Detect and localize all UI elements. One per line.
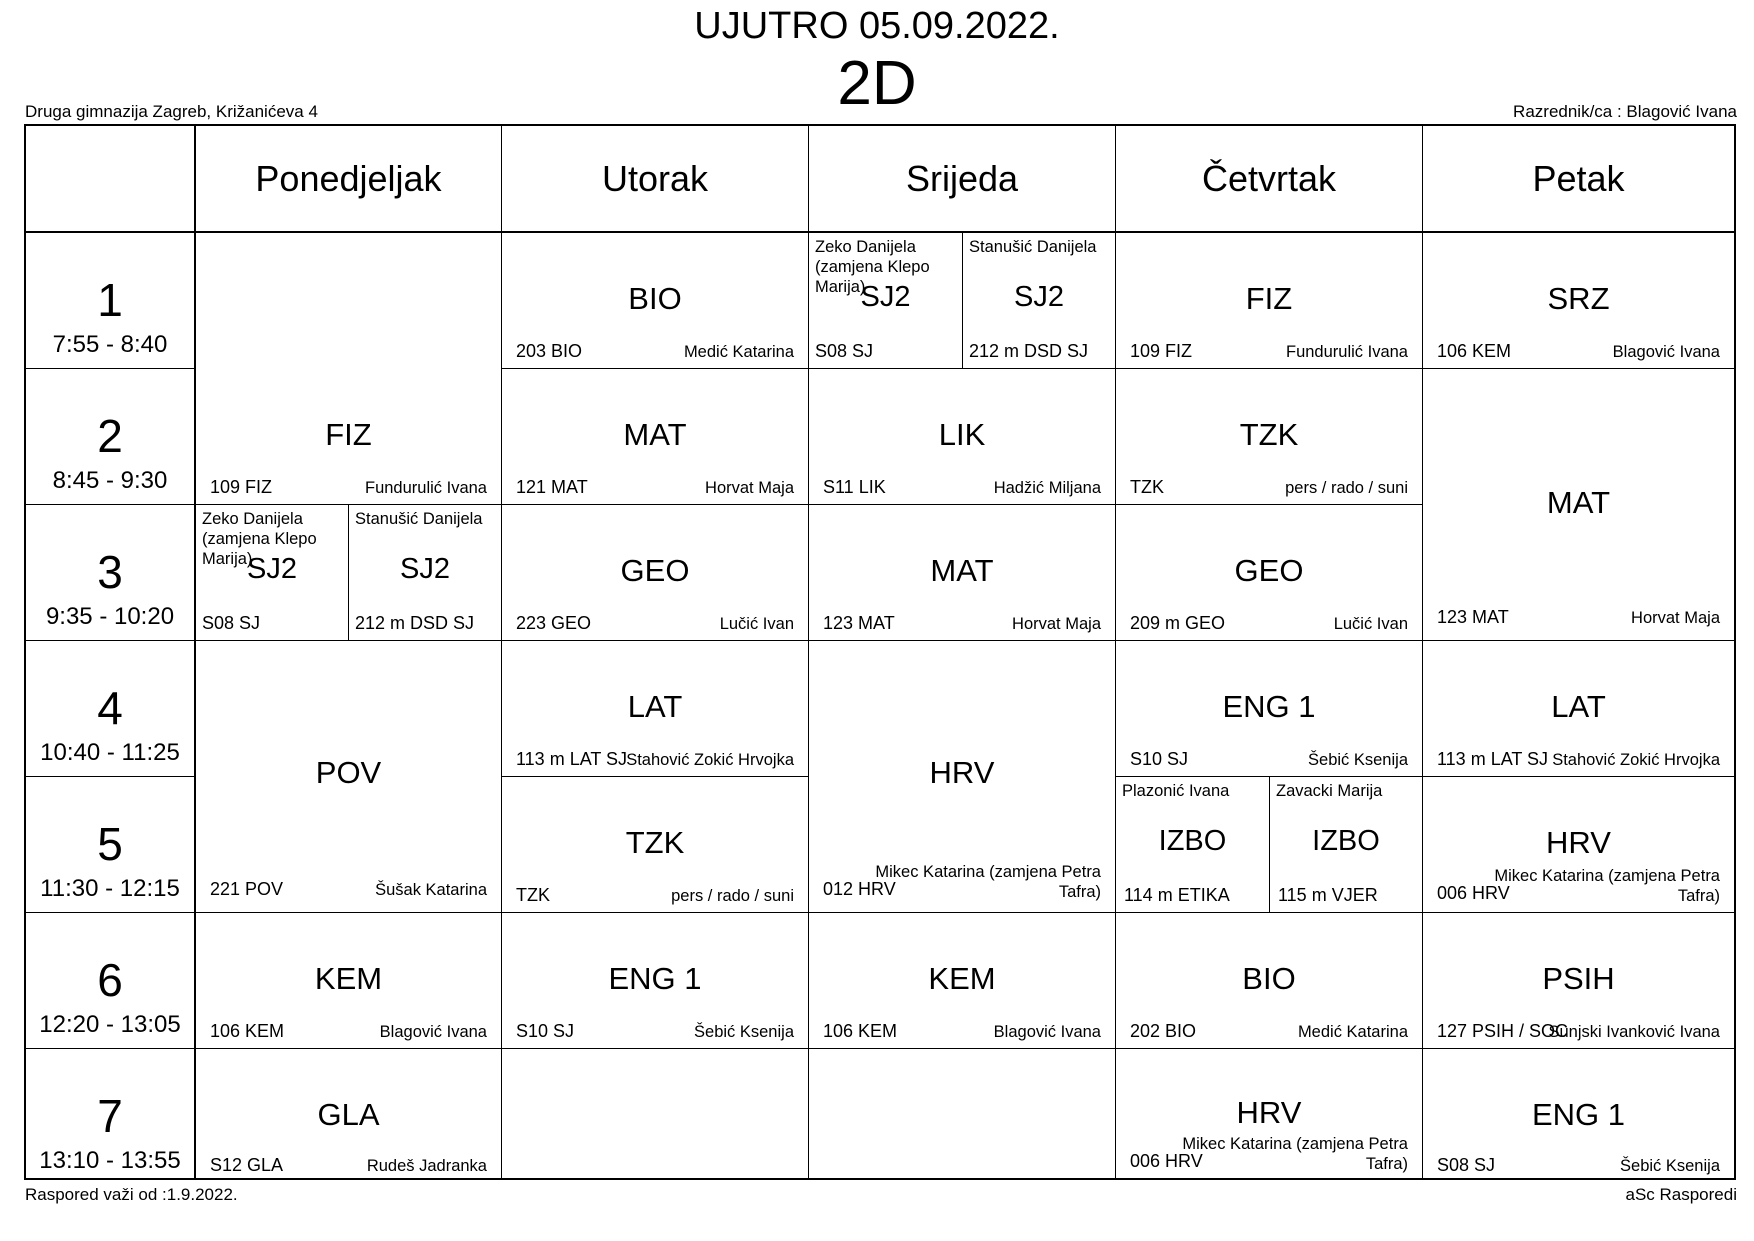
class-name-title: 2D bbox=[837, 49, 917, 118]
lesson-room: S08 SJ bbox=[815, 341, 874, 361]
lesson-teacher: Zeko Danijela (zamjena Klepo Marija) bbox=[202, 510, 317, 568]
lesson-wed-p3[interactable] bbox=[809, 505, 1115, 640]
lesson-subject: LAT bbox=[1551, 689, 1606, 724]
period-number: 1 bbox=[97, 274, 123, 326]
lesson-thu-p6[interactable] bbox=[1116, 913, 1422, 1048]
lesson-tue-p5[interactable] bbox=[502, 777, 808, 912]
period-time: 7:55 - 8:40 bbox=[52, 331, 168, 358]
lesson-fri-p7[interactable] bbox=[1423, 1049, 1734, 1180]
period-number: 4 bbox=[97, 682, 123, 734]
period-4 bbox=[26, 641, 194, 776]
lesson-thu-p5-group-a[interactable] bbox=[1116, 777, 1269, 912]
lesson-teacher: Šebić Ksenija bbox=[694, 1023, 794, 1041]
period-2 bbox=[26, 369, 194, 504]
lesson-room: 123 MAT bbox=[823, 613, 895, 633]
lesson-mon-p2[interactable] bbox=[196, 369, 501, 504]
lesson-teacher: Blagović Ivana bbox=[379, 1023, 487, 1041]
lesson-teacher: Rudeš Jadranka bbox=[366, 1157, 487, 1175]
lesson-room: 106 KEM bbox=[1437, 341, 1512, 361]
lesson-subject: HRV bbox=[1236, 1095, 1302, 1130]
lesson-teacher: Stahović Zokić Hrvojka bbox=[626, 751, 794, 769]
period-number: 3 bbox=[97, 546, 123, 598]
lesson-subject: HRV bbox=[1546, 825, 1611, 860]
lesson-room: 212 m DSD SJ bbox=[969, 341, 1089, 361]
lesson-subject: MAT bbox=[1546, 485, 1611, 520]
lesson-teacher: Šebić Ksenija bbox=[1620, 1157, 1720, 1175]
lesson-thu-p5-group-b[interactable] bbox=[1270, 777, 1422, 912]
period-time: 10:40 - 11:25 bbox=[40, 739, 180, 766]
lesson-room: 209 m GEO bbox=[1130, 613, 1226, 633]
software-brand: aSc Rasporedi bbox=[1625, 1185, 1737, 1204]
lesson-subject: SJ2 bbox=[400, 553, 450, 585]
lesson-subject: MAT bbox=[930, 553, 994, 588]
lesson-room: 106 KEM bbox=[210, 1021, 285, 1041]
day-label: Četvrtak bbox=[1201, 158, 1337, 199]
lesson-subject: ENG 1 bbox=[608, 961, 702, 996]
lesson-thu-p4[interactable] bbox=[1116, 641, 1422, 776]
lesson-teacher: Šebić Ksenija bbox=[1308, 751, 1408, 769]
lesson-teacher: Lučić Ivan bbox=[719, 615, 794, 633]
lesson-subject: TZK bbox=[1239, 417, 1299, 452]
lesson-teacher: Blagović Ivana bbox=[1612, 343, 1720, 361]
shift-date-title: UJUTRO 05.09.2022. bbox=[694, 5, 1060, 47]
period-number: 7 bbox=[97, 1090, 123, 1142]
lesson-mon-p4-5[interactable] bbox=[196, 641, 501, 912]
lesson-teacher: Šušak Katarina bbox=[375, 881, 487, 899]
valid-from-note: Raspored važi od :1.9.2022. bbox=[25, 1185, 238, 1204]
lesson-teacher: Medić Katarina bbox=[1297, 1023, 1408, 1041]
lesson-room: 223 GEO bbox=[516, 613, 592, 633]
lesson-room: 109 FIZ bbox=[1130, 341, 1193, 361]
lesson-teacher: Blagović Ivana bbox=[993, 1023, 1101, 1041]
lesson-subject: IZBO bbox=[1312, 825, 1380, 857]
school-name: Druga gimnazija Zagreb, Križanićeva 4 bbox=[25, 102, 318, 121]
lesson-teacher: pers / rado / suni bbox=[1285, 479, 1408, 497]
lesson-teacher: Horvat Maja bbox=[1012, 615, 1101, 633]
lesson-teacher: Mikec Katarina (zamjena Petra Tafra) bbox=[1182, 1135, 1408, 1173]
lesson-room: 109 FIZ bbox=[210, 477, 273, 497]
period-7 bbox=[26, 1049, 194, 1180]
lesson-wed-p4-5[interactable] bbox=[809, 641, 1115, 912]
lesson-room: 202 BIO bbox=[1130, 1021, 1197, 1041]
day-header-tuesday bbox=[502, 126, 808, 231]
lesson-tue-p3[interactable] bbox=[502, 505, 808, 640]
lesson-teacher: Zeko Danijela (zamjena Klepo Marija) bbox=[815, 238, 930, 296]
lesson-teacher: Hadžić Miljana bbox=[993, 479, 1101, 497]
day-label: Ponedjeljak bbox=[255, 158, 442, 199]
lesson-subject: GEO bbox=[1234, 553, 1304, 588]
lesson-teacher: Sunjski Ivanković Ivana bbox=[1548, 1023, 1720, 1041]
day-label: Srijeda bbox=[905, 158, 1019, 199]
lesson-wed-p2[interactable] bbox=[809, 369, 1115, 504]
lesson-wed-p1-group-a[interactable] bbox=[809, 233, 962, 368]
period-5 bbox=[26, 777, 194, 912]
lesson-thu-p3[interactable] bbox=[1116, 505, 1422, 640]
period-number: 6 bbox=[97, 954, 123, 1006]
lesson-room: S11 LIK bbox=[823, 477, 886, 497]
day-header-monday bbox=[196, 126, 501, 231]
lesson-teacher: Stanušić Danijela bbox=[355, 510, 483, 528]
lesson-subject: BIO bbox=[1242, 961, 1296, 996]
lesson-thu-p1[interactable] bbox=[1116, 233, 1422, 368]
lesson-room: 114 m ETIKA bbox=[1124, 885, 1230, 905]
lesson-room: 203 BIO bbox=[516, 341, 583, 361]
lesson-fri-p1[interactable] bbox=[1423, 233, 1734, 368]
lesson-fri-p6[interactable] bbox=[1423, 913, 1734, 1048]
period-time: 9:35 - 10:20 bbox=[45, 603, 175, 630]
lesson-subject: FIZ bbox=[1245, 281, 1293, 316]
lesson-subject: SJ2 bbox=[860, 281, 911, 313]
lesson-thu-p2[interactable] bbox=[1116, 369, 1422, 504]
lesson-tue-p1[interactable] bbox=[502, 233, 808, 368]
period-time: 12:20 - 13:05 bbox=[39, 1011, 181, 1038]
day-label: Petak bbox=[1532, 158, 1625, 199]
lesson-tue-p2[interactable] bbox=[502, 369, 808, 504]
lesson-tue-p4[interactable] bbox=[502, 641, 808, 776]
lesson-subject: KEM bbox=[314, 961, 383, 996]
lesson-room: 221 POV bbox=[210, 879, 284, 899]
lesson-room: 212 m DSD SJ bbox=[355, 613, 475, 633]
period-number: 5 bbox=[97, 818, 123, 870]
period-time: 8:45 - 9:30 bbox=[52, 467, 168, 494]
lesson-subject: LAT bbox=[627, 689, 683, 724]
lesson-teacher: Mikec Katarina (zamjena Petra Tafra) bbox=[875, 863, 1101, 901]
lesson-room: 115 m VJER bbox=[1278, 885, 1378, 905]
lesson-fri-p4[interactable] bbox=[1423, 641, 1734, 776]
lesson-subject: GEO bbox=[620, 553, 690, 588]
lesson-wed-p1-group-b[interactable] bbox=[963, 233, 1115, 368]
lesson-subject: ENG 1 bbox=[1531, 1097, 1626, 1132]
lesson-subject: MAT bbox=[623, 417, 687, 452]
lesson-teacher: Plazonić Ivana bbox=[1122, 782, 1230, 800]
lesson-teacher: pers / rado / suni bbox=[671, 887, 794, 905]
lesson-room: S10 SJ bbox=[1130, 749, 1189, 769]
lesson-teacher: Horvat Maja bbox=[705, 479, 794, 497]
lesson-subject: PSIH bbox=[1542, 961, 1615, 996]
day-header-friday bbox=[1423, 126, 1734, 231]
lesson-room: 127 PSIH / SOC bbox=[1437, 1021, 1569, 1041]
timetable-grid bbox=[24, 124, 1736, 1180]
lesson-room: 121 MAT bbox=[516, 477, 588, 497]
lesson-subject: FIZ bbox=[325, 417, 372, 452]
period-3 bbox=[26, 505, 194, 640]
lesson-room: S10 SJ bbox=[516, 1021, 575, 1041]
lesson-room: 123 MAT bbox=[1437, 607, 1509, 627]
lesson-fri-p5[interactable] bbox=[1423, 777, 1734, 912]
lesson-room: S08 SJ bbox=[1437, 1155, 1496, 1175]
lesson-subject: POV bbox=[315, 755, 382, 790]
lesson-room: TZK bbox=[516, 885, 550, 905]
period-6 bbox=[26, 913, 194, 1048]
lesson-room: TZK bbox=[1130, 477, 1164, 497]
lesson-fri-p2-3[interactable] bbox=[1423, 369, 1734, 640]
lesson-teacher: Zavacki Marija bbox=[1276, 782, 1383, 800]
lesson-mon-p6[interactable] bbox=[196, 913, 501, 1048]
lesson-tue-p6[interactable] bbox=[502, 913, 808, 1048]
lesson-teacher: Mikec Katarina (zamjena Petra Tafra) bbox=[1494, 867, 1720, 905]
period-time: 11:30 - 12:15 bbox=[40, 875, 180, 902]
lesson-teacher: Fundurulić Ivana bbox=[365, 479, 487, 497]
lesson-subject: TZK bbox=[625, 825, 685, 860]
lesson-teacher: Lučić Ivan bbox=[1333, 615, 1408, 633]
lesson-subject: KEM bbox=[928, 961, 996, 996]
period-1 bbox=[26, 233, 194, 368]
lesson-room: 113 m LAT SJ bbox=[1437, 749, 1549, 769]
lesson-room: S08 SJ bbox=[202, 613, 261, 633]
lesson-subject: SRZ bbox=[1547, 281, 1610, 316]
lesson-mon-p7[interactable] bbox=[196, 1049, 501, 1180]
lesson-subject: GLA bbox=[317, 1097, 380, 1132]
lesson-teacher: Medić Katarina bbox=[683, 343, 794, 361]
lesson-thu-p7[interactable] bbox=[1116, 1049, 1422, 1180]
lesson-subject: SJ2 bbox=[247, 553, 297, 585]
period-number: 2 bbox=[97, 410, 123, 462]
lesson-mon-p3-group-b[interactable] bbox=[349, 505, 501, 640]
lesson-teacher: Horvat Maja bbox=[1631, 609, 1720, 627]
period-time: 13:10 - 13:55 bbox=[39, 1147, 181, 1174]
lesson-teacher: Stahović Zokić Hrvojka bbox=[1552, 751, 1720, 769]
homeroom-teacher: Razrednik/ca : Blagović Ivana bbox=[1513, 102, 1737, 121]
lesson-subject: SJ2 bbox=[1014, 281, 1064, 313]
lesson-room: 113 m LAT SJ bbox=[516, 749, 628, 769]
lesson-wed-p6[interactable] bbox=[809, 913, 1115, 1048]
lesson-room: S12 GLA bbox=[210, 1155, 284, 1175]
lesson-teacher: Fundurulić Ivana bbox=[1286, 343, 1408, 361]
lesson-room: 012 HRV bbox=[823, 879, 896, 899]
lesson-subject: BIO bbox=[628, 281, 682, 316]
day-label: Utorak bbox=[601, 158, 709, 199]
lesson-room: 106 KEM bbox=[823, 1021, 898, 1041]
lesson-subject: HRV bbox=[929, 755, 995, 790]
lesson-teacher: Stanušić Danijela bbox=[969, 238, 1097, 256]
day-header-wednesday bbox=[809, 126, 1115, 231]
lesson-subject: IZBO bbox=[1158, 825, 1227, 857]
lesson-room: 006 HRV bbox=[1130, 1151, 1203, 1171]
day-header-thursday bbox=[1116, 126, 1422, 231]
lesson-subject: LIK bbox=[938, 417, 986, 452]
lesson-mon-p3-group-a[interactable] bbox=[196, 505, 348, 640]
lesson-subject: ENG 1 bbox=[1222, 689, 1316, 724]
lesson-room: 006 HRV bbox=[1437, 883, 1510, 903]
